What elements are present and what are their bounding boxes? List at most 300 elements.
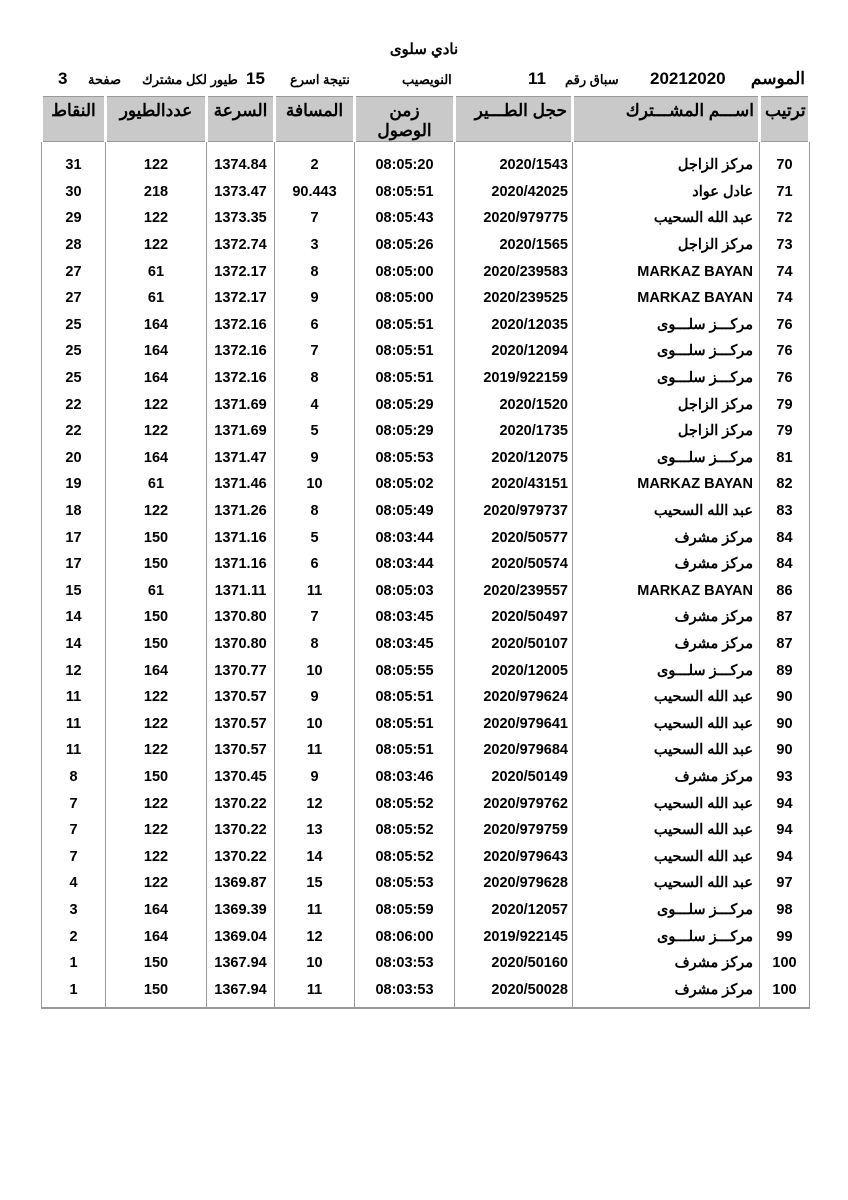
cell-ring: 2020/12035 xyxy=(455,312,573,339)
cell-ring: 2020/42025 xyxy=(455,179,573,206)
cell-rank: 76 xyxy=(760,312,810,339)
cell-rank: 87 xyxy=(760,604,810,631)
cell-ring: 2020/50497 xyxy=(455,604,573,631)
cell-ring: 2020/979624 xyxy=(455,684,573,711)
cell-rank: 79 xyxy=(760,418,810,445)
cell-speed: 1372.17 xyxy=(207,258,275,285)
cell-points: 27 xyxy=(42,285,106,312)
cell-distance: 11 xyxy=(275,578,355,605)
cell-points: 11 xyxy=(42,737,106,764)
cell-rank: 93 xyxy=(760,764,810,791)
cell-points: 2 xyxy=(42,923,106,950)
cell-ring: 2020/43151 xyxy=(455,471,573,498)
table-row xyxy=(42,418,810,445)
cell-birds: 164 xyxy=(106,897,207,924)
cell-name: مركز مشرف xyxy=(573,604,760,631)
cell-ring: 2020/50028 xyxy=(455,976,573,1008)
cell-distance: 8 xyxy=(275,258,355,285)
cell-speed: 1373.47 xyxy=(207,179,275,206)
cell-time: 08:03:53 xyxy=(355,950,455,977)
cell-birds: 122 xyxy=(106,684,207,711)
cell-speed: 1371.26 xyxy=(207,498,275,525)
col-speed: السرعة xyxy=(207,97,275,142)
cell-points: 25 xyxy=(42,312,106,339)
cell-time: 08:05:51 xyxy=(355,365,455,392)
cell-speed: 1369.39 xyxy=(207,897,275,924)
table-row xyxy=(42,445,810,472)
cell-name: مركـــز سلـــوى xyxy=(573,445,760,472)
cell-birds: 164 xyxy=(106,312,207,339)
cell-points: 1 xyxy=(42,976,106,1008)
cell-time: 08:03:45 xyxy=(355,631,455,658)
cell-points: 17 xyxy=(42,524,106,551)
cell-points: 31 xyxy=(42,142,106,179)
cell-ring: 2020/979762 xyxy=(455,790,573,817)
results-table xyxy=(40,96,811,1009)
cell-speed: 1370.22 xyxy=(207,817,275,844)
cell-rank: 90 xyxy=(760,684,810,711)
cell-birds: 122 xyxy=(106,232,207,259)
cell-name: مركز مشرف xyxy=(573,524,760,551)
cell-points: 20 xyxy=(42,445,106,472)
cell-points: 22 xyxy=(42,391,106,418)
cell-time: 08:03:53 xyxy=(355,976,455,1008)
cell-time: 08:05:20 xyxy=(355,142,455,179)
cell-ring: 2020/1565 xyxy=(455,232,573,259)
cell-time: 08:05:52 xyxy=(355,817,455,844)
cell-speed: 1369.04 xyxy=(207,923,275,950)
cell-name: مركـــز سلـــوى xyxy=(573,657,760,684)
cell-distance: 5 xyxy=(275,418,355,445)
cell-distance: 9 xyxy=(275,684,355,711)
page-number: 3 xyxy=(58,69,68,88)
race-label: سباق رقم xyxy=(565,72,619,87)
cell-name: عبد الله السحيب xyxy=(573,817,760,844)
cell-speed: 1370.22 xyxy=(207,790,275,817)
cell-rank: 86 xyxy=(760,578,810,605)
cell-ring: 2020/12075 xyxy=(455,445,573,472)
cell-birds: 150 xyxy=(106,950,207,977)
cell-name: MARKAZ BAYAN xyxy=(573,578,760,605)
cell-points: 1 xyxy=(42,950,106,977)
cell-speed: 1374.84 xyxy=(207,142,275,179)
cell-points: 7 xyxy=(42,790,106,817)
club-title: نادي سلوى xyxy=(389,41,459,58)
cell-name: مركز الزاجل xyxy=(573,391,760,418)
cell-time: 08:03:44 xyxy=(355,524,455,551)
cell-distance: 4 xyxy=(275,391,355,418)
table-row xyxy=(42,312,810,339)
table-row xyxy=(42,710,810,737)
table-row xyxy=(42,737,810,764)
col-birds-count: عددالطيور xyxy=(106,97,207,142)
cell-name: عادل عواد xyxy=(573,179,760,206)
cell-points: 25 xyxy=(42,365,106,392)
cell-distance: 11 xyxy=(275,976,355,1008)
cell-time: 08:05:51 xyxy=(355,338,455,365)
cell-speed: 1371.16 xyxy=(207,524,275,551)
cell-time: 08:05:02 xyxy=(355,471,455,498)
cell-points: 7 xyxy=(42,843,106,870)
cell-rank: 70 xyxy=(760,142,810,179)
cell-name: مركز مشرف xyxy=(573,551,760,578)
cell-points: 25 xyxy=(42,338,106,365)
table-row xyxy=(42,142,810,179)
cell-birds: 122 xyxy=(106,817,207,844)
cell-name: MARKAZ BAYAN xyxy=(573,285,760,312)
cell-distance: 6 xyxy=(275,551,355,578)
table-row xyxy=(42,870,810,897)
cell-ring: 2020/1543 xyxy=(455,142,573,179)
cell-speed: 1372.16 xyxy=(207,338,275,365)
cell-ring: 2020/979684 xyxy=(455,737,573,764)
cell-time: 08:05:52 xyxy=(355,843,455,870)
cell-distance: 7 xyxy=(275,604,355,631)
cell-rank: 94 xyxy=(760,817,810,844)
cell-points: 29 xyxy=(42,205,106,232)
cell-time: 08:05:53 xyxy=(355,445,455,472)
cell-birds: 150 xyxy=(106,551,207,578)
table-body xyxy=(42,142,810,1009)
cell-speed: 1371.16 xyxy=(207,551,275,578)
table-row xyxy=(42,471,810,498)
cell-rank: 99 xyxy=(760,923,810,950)
table-row xyxy=(42,232,810,259)
table-row xyxy=(42,843,810,870)
cell-ring: 2020/239525 xyxy=(455,285,573,312)
cell-points: 27 xyxy=(42,258,106,285)
table-row xyxy=(42,684,810,711)
table-row xyxy=(42,179,810,206)
cell-time: 08:03:45 xyxy=(355,604,455,631)
cell-time: 08:05:52 xyxy=(355,790,455,817)
cell-rank: 84 xyxy=(760,524,810,551)
cell-name: مركـــز سلـــوى xyxy=(573,897,760,924)
cell-points: 12 xyxy=(42,657,106,684)
cell-rank: 71 xyxy=(760,179,810,206)
cell-time: 08:05:53 xyxy=(355,870,455,897)
cell-points: 14 xyxy=(42,604,106,631)
cell-name: مركز مشرف xyxy=(573,950,760,977)
cell-name: عبد الله السحيب xyxy=(573,710,760,737)
cell-birds: 61 xyxy=(106,258,207,285)
cell-distance: 3 xyxy=(275,232,355,259)
cell-points: 8 xyxy=(42,764,106,791)
cell-distance: 90.443 xyxy=(275,179,355,206)
cell-ring: 2020/50160 xyxy=(455,950,573,977)
cell-speed: 1371.46 xyxy=(207,471,275,498)
cell-ring: 2019/922145 xyxy=(455,923,573,950)
cell-ring: 2020/239557 xyxy=(455,578,573,605)
cell-points: 19 xyxy=(42,471,106,498)
cell-birds: 122 xyxy=(106,843,207,870)
cell-time: 08:03:44 xyxy=(355,551,455,578)
cell-speed: 1370.57 xyxy=(207,710,275,737)
page-label: صفحة xyxy=(88,72,121,87)
cell-name: مركـــز سلـــوى xyxy=(573,365,760,392)
cell-birds: 122 xyxy=(106,391,207,418)
cell-speed: 1367.94 xyxy=(207,976,275,1008)
cell-time: 08:05:55 xyxy=(355,657,455,684)
cell-speed: 1370.80 xyxy=(207,631,275,658)
cell-rank: 82 xyxy=(760,471,810,498)
cell-distance: 9 xyxy=(275,764,355,791)
cell-rank: 90 xyxy=(760,710,810,737)
cell-birds: 61 xyxy=(106,285,207,312)
cell-speed: 1371.11 xyxy=(207,578,275,605)
cell-ring: 2020/12057 xyxy=(455,897,573,924)
cell-rank: 89 xyxy=(760,657,810,684)
cell-name: MARKAZ BAYAN xyxy=(573,258,760,285)
cell-distance: 8 xyxy=(275,365,355,392)
season-label: الموسم xyxy=(750,69,805,88)
cell-rank: 74 xyxy=(760,285,810,312)
cell-speed: 1370.77 xyxy=(207,657,275,684)
cell-name: مركز مشرف xyxy=(573,631,760,658)
cell-time: 08:05:51 xyxy=(355,312,455,339)
cell-speed: 1367.94 xyxy=(207,950,275,977)
cell-time: 08:05:03 xyxy=(355,578,455,605)
cell-rank: 90 xyxy=(760,737,810,764)
cell-time: 08:03:46 xyxy=(355,764,455,791)
cell-ring: 2020/50149 xyxy=(455,764,573,791)
table-header-row xyxy=(42,97,810,142)
cell-rank: 83 xyxy=(760,498,810,525)
cell-time: 08:05:26 xyxy=(355,232,455,259)
cell-rank: 94 xyxy=(760,790,810,817)
cell-points: 28 xyxy=(42,232,106,259)
table-row xyxy=(42,551,810,578)
cell-birds: 61 xyxy=(106,471,207,498)
cell-distance: 7 xyxy=(275,205,355,232)
table-row xyxy=(42,976,810,1008)
cell-points: 11 xyxy=(42,710,106,737)
cell-name: مركـــز سلـــوى xyxy=(573,338,760,365)
cell-birds: 164 xyxy=(106,365,207,392)
cell-speed: 1372.16 xyxy=(207,365,275,392)
cell-speed: 1370.22 xyxy=(207,843,275,870)
cell-ring: 2020/50577 xyxy=(455,524,573,551)
cell-rank: 98 xyxy=(760,897,810,924)
cell-time: 08:05:51 xyxy=(355,737,455,764)
col-distance: المسافة xyxy=(275,97,355,142)
cell-ring: 2019/922159 xyxy=(455,365,573,392)
cell-ring: 2020/12094 xyxy=(455,338,573,365)
table-row xyxy=(42,631,810,658)
cell-speed: 1370.57 xyxy=(207,684,275,711)
cell-rank: 76 xyxy=(760,365,810,392)
cell-rank: 72 xyxy=(760,205,810,232)
cell-distance: 12 xyxy=(275,923,355,950)
cell-distance: 11 xyxy=(275,897,355,924)
table-row xyxy=(42,524,810,551)
race-value: 11 xyxy=(528,69,546,88)
cell-birds: 164 xyxy=(106,445,207,472)
cell-time: 08:06:00 xyxy=(355,923,455,950)
cell-time: 08:05:51 xyxy=(355,179,455,206)
cell-points: 15 xyxy=(42,578,106,605)
cell-speed: 1369.87 xyxy=(207,870,275,897)
cell-distance: 8 xyxy=(275,498,355,525)
cell-ring: 2020/979641 xyxy=(455,710,573,737)
cell-name: مركز مشرف xyxy=(573,976,760,1008)
cell-distance: 5 xyxy=(275,524,355,551)
cell-points: 4 xyxy=(42,870,106,897)
cell-rank: 87 xyxy=(760,631,810,658)
cell-birds: 61 xyxy=(106,578,207,605)
table-row xyxy=(42,790,810,817)
cell-speed: 1371.69 xyxy=(207,391,275,418)
cell-distance: 8 xyxy=(275,631,355,658)
cell-birds: 122 xyxy=(106,205,207,232)
cell-rank: 84 xyxy=(760,551,810,578)
cell-birds: 164 xyxy=(106,923,207,950)
table-row xyxy=(42,338,810,365)
cell-birds: 150 xyxy=(106,631,207,658)
table-row xyxy=(42,365,810,392)
cell-rank: 100 xyxy=(760,950,810,977)
cell-points: 3 xyxy=(42,897,106,924)
cell-speed: 1371.69 xyxy=(207,418,275,445)
cell-distance: 7 xyxy=(275,338,355,365)
cell-ring: 2020/1520 xyxy=(455,391,573,418)
cell-ring: 2020/239583 xyxy=(455,258,573,285)
cell-points: 7 xyxy=(42,817,106,844)
cell-name: MARKAZ BAYAN xyxy=(573,471,760,498)
table-row xyxy=(42,258,810,285)
cell-speed: 1372.16 xyxy=(207,312,275,339)
table-row xyxy=(42,897,810,924)
cell-points: 22 xyxy=(42,418,106,445)
cell-time: 08:05:51 xyxy=(355,684,455,711)
cell-rank: 100 xyxy=(760,976,810,1008)
cell-birds: 122 xyxy=(106,710,207,737)
cell-rank: 94 xyxy=(760,843,810,870)
cell-name: مركـــز سلـــوى xyxy=(573,312,760,339)
cell-name: مركز الزاجل xyxy=(573,418,760,445)
cell-name: مركـــز سلـــوى xyxy=(573,923,760,950)
cell-distance: 12 xyxy=(275,790,355,817)
cell-rank: 81 xyxy=(760,445,810,472)
table-row xyxy=(42,285,810,312)
cell-name: عبد الله السحيب xyxy=(573,498,760,525)
table-row xyxy=(42,950,810,977)
cell-name: عبد الله السحيب xyxy=(573,205,760,232)
cell-birds: 150 xyxy=(106,764,207,791)
cell-birds: 150 xyxy=(106,604,207,631)
per-member-label: طيور لكل مشترك xyxy=(142,72,238,87)
col-participant: اســـم المشـــترك xyxy=(573,97,760,142)
cell-birds: 122 xyxy=(106,870,207,897)
cell-distance: 11 xyxy=(275,737,355,764)
cell-distance: 9 xyxy=(275,445,355,472)
cell-birds: 150 xyxy=(106,524,207,551)
table-row xyxy=(42,498,810,525)
cell-points: 17 xyxy=(42,551,106,578)
cell-speed: 1371.47 xyxy=(207,445,275,472)
cell-time: 08:05:00 xyxy=(355,285,455,312)
cell-birds: 164 xyxy=(106,338,207,365)
cell-ring: 2020/979737 xyxy=(455,498,573,525)
cell-time: 08:05:51 xyxy=(355,710,455,737)
col-points: النقاط xyxy=(42,97,106,142)
cell-ring: 2020/50107 xyxy=(455,631,573,658)
cell-birds: 218 xyxy=(106,179,207,206)
cell-rank: 76 xyxy=(760,338,810,365)
cell-ring: 2020/50574 xyxy=(455,551,573,578)
cell-distance: 15 xyxy=(275,870,355,897)
cell-name: مركز الزاجل xyxy=(573,232,760,259)
cell-name: عبد الله السحيب xyxy=(573,737,760,764)
cell-birds: 122 xyxy=(106,790,207,817)
cell-time: 08:05:29 xyxy=(355,391,455,418)
cell-ring: 2020/1735 xyxy=(455,418,573,445)
cell-time: 08:05:29 xyxy=(355,418,455,445)
cell-rank: 79 xyxy=(760,391,810,418)
race-location: النويصيب xyxy=(402,72,452,87)
cell-points: 30 xyxy=(42,179,106,206)
table-row xyxy=(42,391,810,418)
cell-distance: 10 xyxy=(275,471,355,498)
fastest-label: نتيجة اسرع xyxy=(290,72,350,87)
table-row xyxy=(42,604,810,631)
cell-distance: 6 xyxy=(275,312,355,339)
table-row xyxy=(42,205,810,232)
cell-speed: 1370.57 xyxy=(207,737,275,764)
cell-time: 08:05:49 xyxy=(355,498,455,525)
cell-birds: 150 xyxy=(106,976,207,1008)
cell-rank: 74 xyxy=(760,258,810,285)
col-rank: ترتيب xyxy=(760,97,810,142)
cell-distance: 2 xyxy=(275,142,355,179)
fastest-value: 15 xyxy=(246,69,265,88)
cell-birds: 122 xyxy=(106,498,207,525)
cell-speed: 1372.17 xyxy=(207,285,275,312)
cell-ring: 2020/979775 xyxy=(455,205,573,232)
cell-ring: 2020/12005 xyxy=(455,657,573,684)
cell-ring: 2020/979643 xyxy=(455,843,573,870)
table-row xyxy=(42,578,810,605)
cell-rank: 97 xyxy=(760,870,810,897)
cell-distance: 13 xyxy=(275,817,355,844)
cell-distance: 9 xyxy=(275,285,355,312)
cell-name: مركز مشرف xyxy=(573,764,760,791)
cell-name: مركز الزاجل xyxy=(573,142,760,179)
cell-speed: 1373.35 xyxy=(207,205,275,232)
cell-birds: 122 xyxy=(106,418,207,445)
cell-points: 14 xyxy=(42,631,106,658)
cell-speed: 1372.74 xyxy=(207,232,275,259)
cell-name: عبد الله السحيب xyxy=(573,870,760,897)
cell-name: عبد الله السحيب xyxy=(573,684,760,711)
cell-speed: 1370.45 xyxy=(207,764,275,791)
cell-rank: 73 xyxy=(760,232,810,259)
cell-time: 08:05:43 xyxy=(355,205,455,232)
cell-time: 08:05:59 xyxy=(355,897,455,924)
cell-points: 11 xyxy=(42,684,106,711)
cell-birds: 164 xyxy=(106,657,207,684)
season-value: 20212020 xyxy=(650,69,726,88)
cell-ring: 2020/979759 xyxy=(455,817,573,844)
cell-distance: 10 xyxy=(275,657,355,684)
cell-ring: 2020/979628 xyxy=(455,870,573,897)
table-row xyxy=(42,923,810,950)
cell-speed: 1370.80 xyxy=(207,604,275,631)
col-ring: حجل الطـــير xyxy=(455,97,573,142)
cell-name: عبد الله السحيب xyxy=(573,790,760,817)
cell-birds: 122 xyxy=(106,737,207,764)
cell-name: عبد الله السحيب xyxy=(573,843,760,870)
